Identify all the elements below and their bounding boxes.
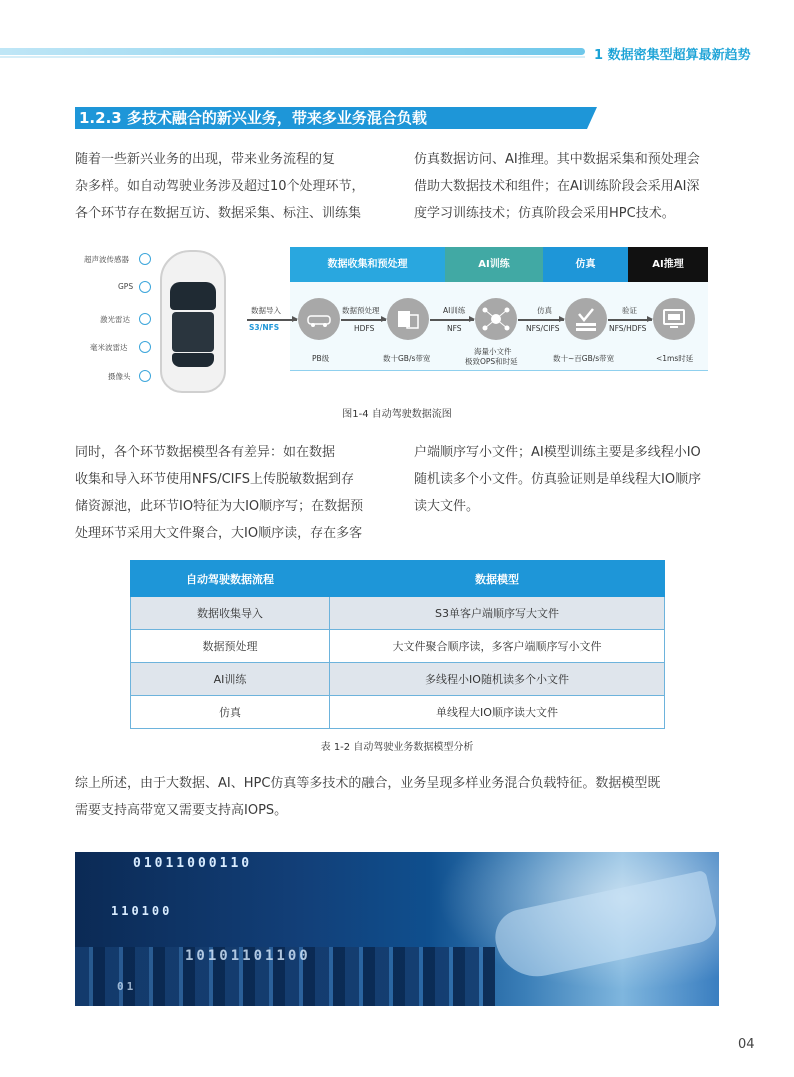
text-line: 储资源池，此环节IO特征为大IO顺序写；在数据预 (75, 499, 364, 514)
page-number: 04 (738, 1037, 755, 1052)
arrow-protocol: NFS (447, 324, 462, 333)
sensor-label-mmwave-radar: 毫米波雷达 (90, 343, 128, 352)
table-cell: 单线程大IO顺序读大文件 (330, 696, 665, 729)
binary-text: 01 (117, 980, 137, 993)
table-cell: 数据收集导入 (131, 597, 330, 630)
ultrasonic-sensor-icon (139, 253, 151, 265)
table-cell: AI训练 (131, 663, 330, 696)
simulation-check-icon (565, 298, 607, 340)
header-accent-underline (0, 56, 585, 58)
binary-text: 10101101100 (185, 948, 311, 964)
table-header-row (131, 561, 665, 597)
para1-right (414, 146, 724, 227)
ai-network-icon (475, 298, 517, 340)
para2-right (414, 439, 724, 520)
flow-arrow (341, 319, 386, 321)
metric-label: 数十~百GB/s带宽 (553, 354, 615, 363)
metric-label: 极致OPS和时延 (465, 357, 518, 366)
flow-arrow (430, 319, 474, 321)
arrow-label: 验证 (622, 306, 637, 315)
text-line: 需要支持高带宽又需要支持高IOPS。 (75, 803, 288, 818)
sensor-label-camera: 摄像头 (108, 372, 131, 381)
car-rear-window (172, 353, 214, 367)
metric-label: 数十GB/s带宽 (383, 354, 431, 363)
arrow-label: AI训练 (443, 306, 466, 315)
stage-ai-inference: AI推理 (628, 247, 708, 282)
para3 (75, 770, 725, 824)
car-data-icon (298, 298, 340, 340)
camera-icon (139, 370, 151, 382)
text-line: 仿真数据访问、AI推理。其中数据采集和预处理会 (414, 152, 700, 167)
text-line: 户端顺序写小文件；AI模型训练主要是多线程小IO (414, 445, 701, 460)
para2-left (75, 439, 395, 547)
table-row (131, 630, 665, 663)
arrow-label: 数据预处理 (342, 306, 380, 315)
table-header-cell: 数据模型 (330, 561, 665, 597)
binary-text: 01011000110 (133, 856, 253, 871)
table-header-cell: 自动驾驶数据流程 (131, 561, 330, 597)
arrow-protocol: S3/NFS (249, 323, 280, 332)
sensor-label-ultrasonic: 超声波传感器 (84, 255, 129, 264)
text-line: 处理环节采用大文件聚合，大IO顺序读，存在多客 (75, 526, 363, 541)
chapter-title: 1 数据密集型超算最新趋势 (594, 48, 751, 63)
document-processing-icon (387, 298, 429, 340)
flow-arrow (247, 319, 297, 321)
metric-label: <1ms时延 (656, 354, 694, 363)
figure-caption: 图1-4 自动驾驶数据流图 (342, 409, 452, 420)
metric-label: 海量小文件 (474, 347, 512, 356)
stage-data-collection: 数据收集和预处理 (290, 247, 445, 282)
table-cell: 数据预处理 (131, 630, 330, 663)
stage-ai-training: AI训练 (445, 247, 543, 282)
arrow-label: 仿真 (537, 306, 552, 315)
text-line: 读大文件。 (414, 499, 480, 514)
technology-hand-image (75, 852, 719, 1006)
table-row (131, 696, 665, 729)
para1-left (75, 146, 395, 227)
text-line: 综上所述，由于大数据、AI、HPC仿真等多技术的融合，业务呈现多样业务混合负载特征。数据模型既 (75, 776, 661, 791)
table-row (131, 663, 665, 696)
table-caption: 表 1-2 自动驾驶业务数据模型分析 (320, 742, 474, 753)
sensor-label-lidar: 激光雷达 (100, 315, 130, 324)
table-cell: S3单客户端顺序写大文件 (330, 597, 665, 630)
lidar-icon (139, 313, 151, 325)
monitor-icon (653, 298, 695, 340)
text-line: 各个环节存在数据互访、数据采集、标注、训练集 (75, 206, 362, 221)
car-roof (172, 312, 214, 352)
table-cell: 仿真 (131, 696, 330, 729)
table-row (131, 597, 665, 630)
text-line: 同时，各个环节数据模型各有差异：如在数据 (75, 445, 336, 460)
arrow-protocol: NFS/HDFS (609, 324, 647, 333)
text-line: 杂多样。如自动驾驶业务涉及超过10个处理环节， (75, 179, 365, 194)
arrow-protocol: NFS/CIFS (526, 324, 560, 333)
data-model-table (130, 560, 665, 729)
car-windshield (170, 282, 216, 310)
flow-arrow (608, 319, 652, 321)
text-line: 收集和导入环节使用NFS/CIFS上传脱敏数据到存 (75, 472, 355, 487)
text-line: 度学习训练技术；仿真阶段会采用HPC技术。 (414, 206, 675, 221)
gps-icon (139, 281, 151, 293)
radar-icon (139, 341, 151, 353)
metric-label: PB级 (312, 354, 330, 363)
text-line: 随着一些新兴业务的出现，带来业务流程的复 (75, 152, 336, 167)
section-heading: 1.2.3 多技术融合的新兴业务，带来多业务混合负载 (75, 107, 587, 129)
stage-simulation: 仿真 (543, 247, 628, 282)
sensor-label-gps: GPS (118, 282, 134, 291)
section-heading-tail (587, 107, 597, 129)
header-accent-bar (0, 48, 585, 55)
table-cell: 多线程小IO随机读多个小文件 (330, 663, 665, 696)
table-cell: 大文件聚合顺序读，多客户端顺序写小文件 (330, 630, 665, 663)
flow-arrow (518, 319, 564, 321)
text-line: 随机读多个小文件。仿真验证则是单线程大IO顺序 (414, 472, 702, 487)
text-line: 借助大数据技术和组件；在AI训练阶段会采用AI深 (414, 179, 700, 194)
arrow-label: 数据导入 (251, 306, 281, 315)
arrow-protocol: HDFS (354, 324, 375, 333)
binary-text: 110100 (111, 904, 173, 918)
